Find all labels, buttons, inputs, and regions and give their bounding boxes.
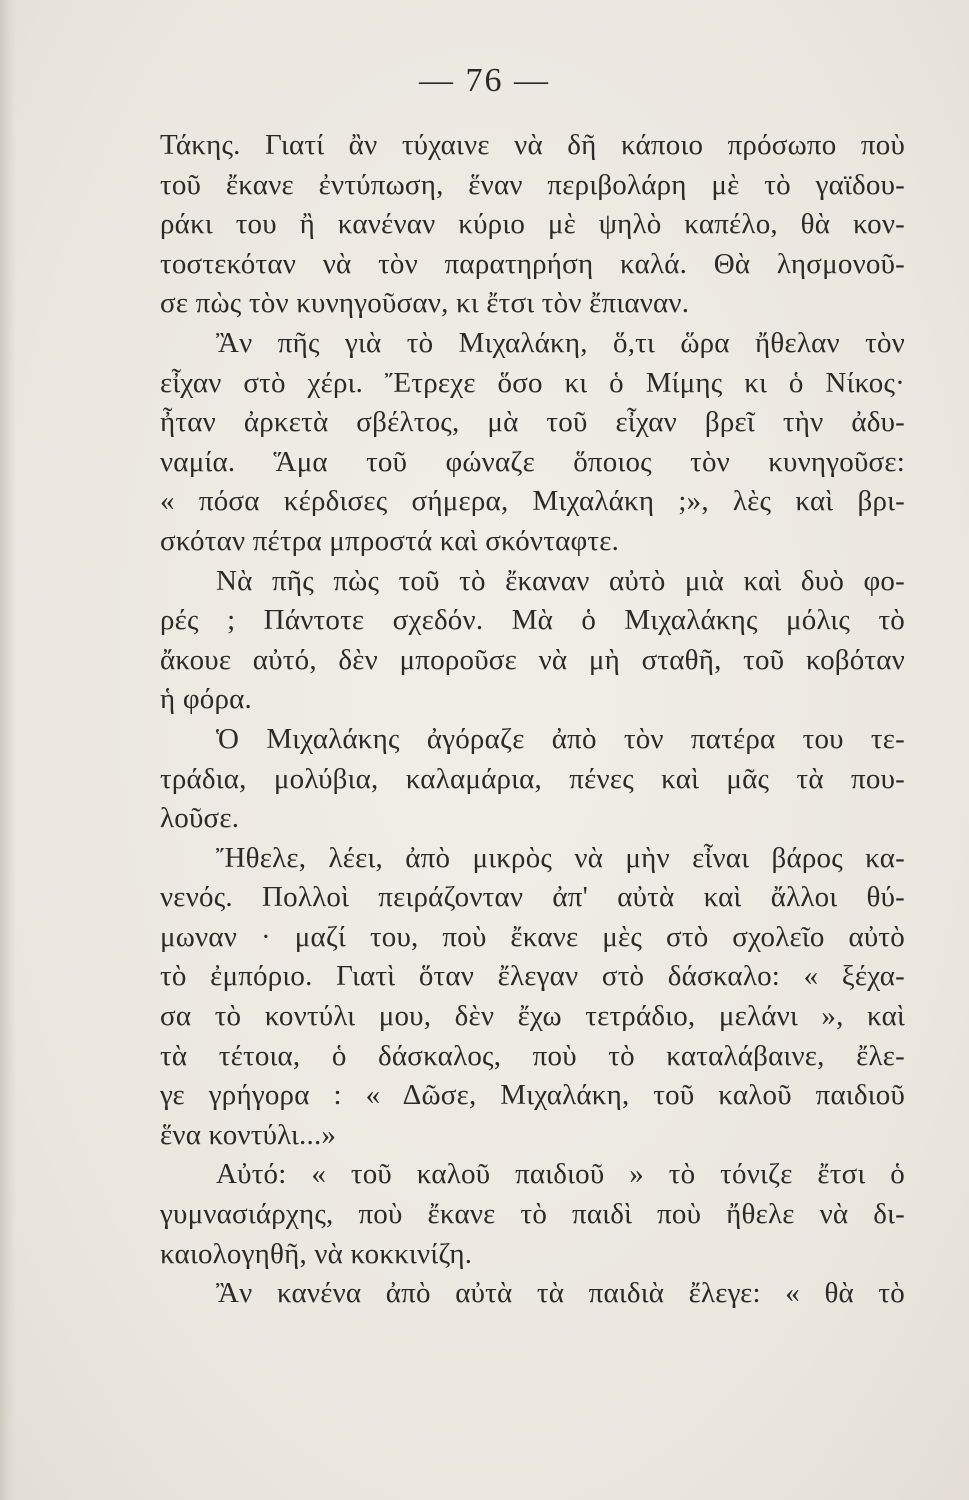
text-line: « πόσα κέρδισες σήμερα, Μιχαλάκη ;», λὲς καὶ βρι- [160,485,905,518]
text-line: τὰ τέτοια, ὁ δάσκαλος, ποὺ τὸ καταλάβαινε, ἔλε- [160,1039,905,1072]
text-line: ναμία. Ἅμα τοῦ φώναζε ὅποιος τὸν κυνηγοῦσε: [160,445,905,478]
text-line: ρές ; Πάντοτε σχεδόν. Μὰ ὁ Μιχαλάκης μόλις τὸ [160,604,905,637]
text-line: σα τὸ κοντύλι μου, δὲν ἔχω τετράδιο, μελάνι », καὶ [160,1000,905,1033]
text-line: γυμνασιάρχης, ποὺ ἔκανε τὸ παιδὶ ποὺ ἤθελε νὰ δι- [160,1198,905,1231]
text-line: ἕνα κοντύλι...» [160,1118,337,1151]
text-line: Ἂν πῆς γιὰ τὸ Μιχαλάκη, ὅ,τι ὥρα ἤθελαν τὸν [216,326,905,359]
page-binding-edge [0,0,16,1500]
text-line: μωναν · μαζί του, ποὺ ἔκανε μὲς στὸ σχολεῖο αὐτὸ [160,920,905,953]
text-line: τὸ ἐμπόριο. Γιατὶ ὅταν ἔλεγαν στὸ δάσκαλο: « ξέχα- [160,960,905,993]
text-line: Αὐτό: « τοῦ καλοῦ παιδιοῦ » τὸ τόνιζε ἔτσι ὁ [216,1158,905,1191]
text-line: Ἤθελε, λέει, ἀπὸ μικρὸς νὰ μὴν εἶναι βάρος κα- [216,841,905,874]
body-text [160,126,905,1314]
text-line: γε γρήγορα : « Δῶσε, Μιχαλάκη, τοῦ καλοῦ παιδιοῦ [160,1079,905,1112]
text-line: τράδια, μολύβια, καλαμάρια, πένες καὶ μᾶς τὰ που- [160,762,905,795]
text-line: τοῦ ἔκανε ἐντύπωση, ἕναν περιβολάρη μὲ τὸ γαϊδου- [160,168,905,201]
page-number: — 76 — [419,62,550,99]
text-line: σε πὼς τὸν κυνηγοῦσαν, κι ἔτσι τὸν ἔπιαναν. [160,287,690,320]
text-line: νενός. Πολλοὶ πειράζονταν ἀπ' αὐτὰ καὶ ἄλλοι θύ- [160,881,905,914]
text-line: Τάκης. Γιατί ἂν τύχαινε νὰ δῆ κάποιο πρόσωπο ποὺ [160,129,905,161]
text-line: Ἂν κανένα ἀπὸ αὐτὰ τὰ παιδιὰ ἔλεγε: « θὰ τὸ [216,1277,905,1310]
text-line: ἡ φόρα. [160,683,252,716]
text-line: ἦταν ἀρκετὰ σβέλτος, μὰ τοῦ εἶχαν βρεῖ τὴν ἀδυ- [160,406,905,439]
text-line: καιολογηθῆ, νὰ κοκκινίζη. [160,1237,473,1270]
text-line: Ὁ Μιχαλάκης ἀγόραζε ἀπὸ τὸν πατέρα του τε- [216,722,905,755]
text-line: τοστεκόταν νὰ τὸν παρατηρήση καλά. Θὰ λησμονοῦ- [160,247,905,280]
text-line: σκόταν πέτρα μπροστά καὶ σκόνταφτε. [160,524,620,557]
text-line: Νὰ πῆς πὼς τοῦ τὸ ἔκαναν αὐτὸ μιὰ καὶ δυὸ φο- [216,564,905,597]
text-line: ἄκουε αὐτό, δὲν μποροῦσε νὰ μὴ σταθῆ, τοῦ κοβόταν [160,643,905,676]
text-line: ράκι του ἢ κανέναν κύριο μὲ ψηλὸ καπέλο, θὰ κον- [160,208,905,241]
text-line: εἶχαν στὸ χέρι. Ἔτρεχε ὅσο κι ὁ Μίμης κι ὁ Νίκος· [160,366,905,399]
text-line: λοῦσε. [160,802,240,835]
